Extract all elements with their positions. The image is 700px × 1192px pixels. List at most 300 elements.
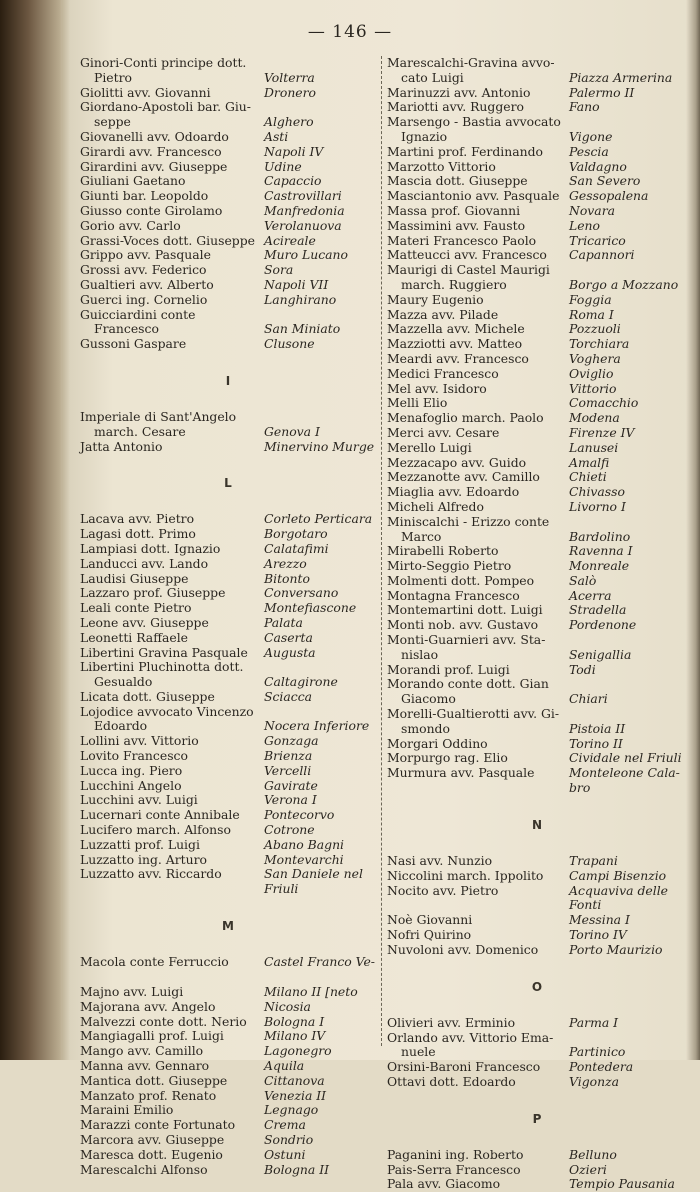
constituency: Vigone <box>569 128 613 144</box>
constituency: Sora <box>264 262 294 278</box>
deputy-entry <box>387 234 687 249</box>
deputy-name: Grassi-Voces dott. Giuseppe <box>80 232 255 248</box>
deputy-name: Licata dott. Giuseppe <box>80 688 215 704</box>
deputy-entry <box>387 470 687 485</box>
section-spacer <box>387 796 687 818</box>
constituency: Milano IV <box>264 1028 326 1044</box>
constituency: Vercelli <box>264 762 312 778</box>
deputy-entry <box>387 677 687 707</box>
constituency: Bitonto <box>264 570 310 586</box>
constituency: Chieti <box>569 469 607 485</box>
deputy-name: Grossi avv. Federico <box>80 262 207 278</box>
deputy-name: Orlando avv. Vittorio Ema- nuele <box>387 1029 554 1060</box>
deputy-entry <box>80 189 376 204</box>
deputy-entry <box>387 618 687 633</box>
deputy-entry <box>80 808 376 823</box>
constituency: Verona I <box>264 792 317 808</box>
deputy-name: Giolitti avv. Giovanni <box>80 84 211 100</box>
deputy-name: Malvezzi conte dott. Nerio <box>80 1013 247 1029</box>
constituency: Minervino Murge <box>264 438 375 454</box>
section-heading: M <box>222 919 234 934</box>
constituency: Pozzuoli <box>569 321 621 337</box>
deputy-entry <box>387 765 687 796</box>
deputy-entry <box>387 1075 687 1090</box>
constituency: Lanusei <box>569 439 619 455</box>
deputy-entry <box>80 160 376 175</box>
deputy-name: Mantica dott. Giuseppe <box>80 1072 228 1088</box>
deputy-entry <box>80 174 376 189</box>
deputy-name: Laudisi Giuseppe <box>80 570 189 586</box>
deputy-name: Mazziotti avv. Matteo <box>387 336 523 352</box>
constituency: Lagonegro <box>264 1043 332 1059</box>
deputy-entry <box>387 293 687 308</box>
constituency: Campi Bisenzio <box>569 867 667 883</box>
constituency: Trapani <box>569 853 618 869</box>
deputy-name: Gorio avv. Carlo <box>80 217 181 233</box>
deputy-entry <box>387 352 687 367</box>
deputy-entry <box>387 485 687 500</box>
deputy-entry <box>80 1029 376 1044</box>
deputy-entry <box>80 219 376 234</box>
deputy-name: Pais-Serra Francesco <box>387 1161 521 1177</box>
deputy-entry <box>387 943 687 958</box>
deputy-entry <box>387 869 687 884</box>
deputy-entry <box>387 382 687 397</box>
deputy-entry <box>80 1163 376 1178</box>
deputy-name: Montagna Francesco <box>387 587 520 603</box>
constituency: Borgotaro <box>264 526 328 542</box>
constituency: Chiari <box>569 691 608 707</box>
deputy-entry <box>387 337 687 352</box>
constituency: Salò <box>569 572 597 588</box>
deputy-name: Lojodice avvocato Vincenzo Edoardo <box>80 703 254 734</box>
constituency: Piazza Armerina <box>569 69 673 85</box>
deputy-name: Girardi avv. Francesco <box>80 143 222 159</box>
deputy-entry <box>387 441 687 456</box>
deputy-entry <box>80 853 376 868</box>
section-spacer <box>80 933 376 955</box>
section-heading: I <box>225 373 231 388</box>
deputy-entry <box>387 500 687 515</box>
deputy-name: Lucchini Angelo <box>80 777 182 793</box>
deputy-entry <box>80 130 376 145</box>
deputy-name: Majorana avv. Angelo <box>80 998 216 1014</box>
deputy-name: Nuvoloni avv. Domenico <box>387 942 539 958</box>
constituency: Roma I <box>569 306 614 322</box>
deputy-entry <box>80 512 376 527</box>
deputy-name: Libertini Gravina Pasquale <box>80 644 248 660</box>
deputy-name: Mango avv. Camillo <box>80 1043 204 1059</box>
deputy-name: Marazzi conte Fortunato <box>80 1117 236 1133</box>
deputy-name: Morelli-Gualtierotti avv. Gi- smondo <box>387 706 560 736</box>
constituency: Partinico <box>569 1044 626 1060</box>
deputy-entry <box>80 631 376 646</box>
constituency: Gessopalena <box>569 188 649 204</box>
deputy-name: Lagasi dott. Primo <box>80 526 196 542</box>
deputy-name: Mezzanotte avv. Camillo <box>387 469 540 485</box>
constituency: Venezia II <box>264 1087 327 1103</box>
deputy-entry <box>80 838 376 853</box>
constituency: Borgo a Mozzano <box>569 276 679 292</box>
deputy-name: Nocito avv. Pietro <box>387 882 499 898</box>
book-gutter-shadow <box>0 0 70 1060</box>
constituency: Calatafimi <box>264 540 329 556</box>
deputy-entry <box>80 410 376 440</box>
constituency: Palata <box>264 614 303 630</box>
constituency: Alghero <box>264 114 314 130</box>
deputy-name: Mirto-Seggio Pietro <box>387 558 512 574</box>
deputy-entry <box>387 589 687 604</box>
deputy-name: Giordano-Apostoli bar. Giu- seppe <box>80 99 251 130</box>
constituency: Volterra <box>264 69 315 85</box>
deputy-entry <box>80 601 376 616</box>
constituency: Genova I <box>264 423 320 439</box>
deputy-entry <box>387 456 687 471</box>
deputy-entry <box>387 544 687 559</box>
deputy-name: Gualtieri avv. Alberto <box>80 276 214 292</box>
deputy-name: Morandi prof. Luigi <box>387 661 510 677</box>
deputy-name: Leali conte Pietro <box>80 600 192 616</box>
deputy-entry <box>80 572 376 587</box>
deputy-entry <box>80 1118 376 1133</box>
constituency: Palermo II <box>569 84 635 100</box>
deputy-entry <box>387 367 687 382</box>
constituency: Comacchio <box>569 395 639 411</box>
deputy-entry <box>80 764 376 779</box>
deputy-name: Melli Elio <box>387 395 448 411</box>
deputy-entry <box>387 219 687 234</box>
deputy-name: Manna avv. Gennaro <box>80 1058 210 1074</box>
deputy-name: Materi Francesco Paolo <box>387 232 537 248</box>
deputy-entry <box>80 1074 376 1089</box>
deputy-entry <box>387 322 687 337</box>
constituency: Voghera <box>569 350 621 366</box>
deputy-name: Lucifero march. Alfonso <box>80 822 231 838</box>
constituency: Manfredonia <box>264 202 345 218</box>
deputy-name: Manzato prof. Renato <box>80 1087 217 1103</box>
deputy-entry <box>80 734 376 749</box>
deputy-name: Matteucci avv. Francesco <box>387 247 547 263</box>
deputy-name: Mascia dott. Giuseppe <box>387 173 528 189</box>
deputy-entry <box>80 779 376 794</box>
deputy-name: Molmenti dott. Pompeo <box>387 572 535 588</box>
deputy-name: Grippo avv. Pasquale <box>80 247 211 263</box>
deputy-name: Gussoni Gaspare <box>80 336 187 352</box>
constituency: Modena <box>569 410 620 426</box>
deputy-name: Ottavi dott. Edoardo <box>387 1074 516 1090</box>
deputy-name: Lucchini avv. Luigi <box>80 792 198 808</box>
deputy-entry <box>80 1103 376 1118</box>
constituency: Gonzaga <box>264 733 319 749</box>
constituency: Verolanuova <box>264 217 342 233</box>
deputy-entry <box>80 586 376 601</box>
deputy-entry <box>80 660 376 690</box>
deputy-entry <box>387 174 687 189</box>
deputy-entry <box>80 234 376 249</box>
deputy-name: Leone avv. Giuseppe <box>80 614 209 630</box>
deputy-name: Olivieri avv. Erminio <box>387 1014 516 1030</box>
deputy-entry <box>387 751 687 766</box>
deputy-entry <box>80 278 376 293</box>
constituency: Livorno I <box>569 498 626 514</box>
deputy-entry <box>387 56 687 86</box>
constituency: Porto Maurizio <box>569 942 663 958</box>
constituency: San Daniele nel Friuli <box>264 866 363 897</box>
constituency: Milano II [neto <box>264 984 358 1000</box>
deputy-name: Menafoglio march. Paolo <box>387 410 544 426</box>
constituency: Castrovillari <box>264 188 342 204</box>
deputy-entry <box>387 160 687 175</box>
constituency: Clusone <box>264 336 315 352</box>
deputy-name: Libertini Pluchinotta dott. Gesualdo <box>80 659 244 690</box>
constituency: Sondrio <box>264 1132 314 1148</box>
constituency: Brienza <box>264 748 313 764</box>
deputy-entry <box>387 86 687 101</box>
deputy-entry <box>387 1060 687 1075</box>
section-spacer <box>80 388 376 410</box>
deputy-entry <box>80 86 376 101</box>
constituency: Bardolino <box>569 528 631 544</box>
deputy-entry <box>387 204 687 219</box>
deputy-name: Miaglia avv. Edoardo <box>387 484 520 500</box>
constituency: Caltagirone <box>264 674 338 690</box>
section-heading: N <box>531 818 543 833</box>
deputy-name: Majno avv. Luigi <box>80 984 184 1000</box>
deputy-name: Marescalchi-Gravina avvo- cato Luigi <box>387 55 555 85</box>
constituency: Torino IV <box>569 927 627 943</box>
deputy-name: Lollini avv. Vittorio <box>80 733 199 749</box>
constituency: Tempio Pausania <box>569 1176 675 1192</box>
deputy-name: Mariotti avv. Ruggero <box>387 99 524 115</box>
deputy-entry <box>387 308 687 323</box>
deputy-name: Marsengo - Bastia avvocato Ignazio <box>387 114 561 144</box>
constituency: Firenze IV <box>569 424 635 440</box>
deputy-name: Noè Giovanni <box>387 912 473 928</box>
deputy-entry <box>80 1015 376 1030</box>
deputy-entry <box>387 737 687 752</box>
deputy-name: Morando conte dott. Gian Giacomo <box>387 676 549 707</box>
deputy-entry <box>80 56 376 86</box>
section-spacer <box>80 454 376 476</box>
deputy-name: Macola conte Ferruccio <box>80 954 229 970</box>
deputy-name: Mazzella avv. Michele <box>387 321 525 337</box>
constituency: Legnago <box>264 1102 319 1118</box>
constituency: Vigonza <box>569 1074 619 1090</box>
constituency: Stradella <box>569 602 627 618</box>
deputy-entry <box>387 1016 687 1031</box>
deputy-name: Landucci avv. Lando <box>80 555 209 571</box>
deputy-name: Leonetti Raffaele <box>80 629 189 645</box>
deputy-entry <box>80 1133 376 1148</box>
deputy-entry <box>80 1059 376 1074</box>
constituency: Asti <box>264 128 289 144</box>
deputy-name: Massa prof. Giovanni <box>387 202 521 218</box>
deputy-name: Jatta Antonio <box>80 438 163 454</box>
deputy-entry <box>387 1177 687 1192</box>
deputy-entry <box>387 854 687 869</box>
constituency: Aquila <box>264 1058 305 1074</box>
left-column <box>80 56 376 1177</box>
deputy-entry <box>80 263 376 278</box>
deputy-name: Monti nob. avv. Gustavo <box>387 617 539 633</box>
deputy-entry <box>387 707 687 737</box>
constituency: Ravenna I <box>569 543 633 559</box>
constituency: Montefiascone <box>264 600 357 616</box>
constituency: Capaccio <box>264 173 322 189</box>
deputy-entry <box>387 426 687 441</box>
deputy-entry <box>387 115 687 145</box>
deputy-entry <box>80 100 376 130</box>
deputy-name: Guerci ing. Cornelio <box>80 291 208 307</box>
deputy-name: Nasi avv. Nunzio <box>387 853 493 869</box>
deputy-entry <box>80 955 376 970</box>
constituency: Novara <box>569 202 615 218</box>
deputy-entry <box>80 542 376 557</box>
constituency: Acireale <box>264 232 316 248</box>
constituency: Pontedera <box>569 1059 634 1075</box>
deputy-name: Micheli Alfredo <box>387 498 484 514</box>
deputy-name: Meardi avv. Francesco <box>387 350 529 366</box>
deputy-name: Murmura avv. Pasquale <box>387 765 535 781</box>
deputy-entry <box>387 189 687 204</box>
deputy-name: Medici Francesco <box>387 365 499 381</box>
deputy-name: Giovanelli avv. Odoardo <box>80 128 229 144</box>
deputy-name: Marinuzzi avv. Antonio <box>387 84 531 100</box>
constituency: Crema <box>264 1117 306 1133</box>
deputy-name: Niccolini march. Ippolito <box>387 867 544 883</box>
constituency: Cittanova <box>264 1072 325 1088</box>
deputy-name: Giunti bar. Leopoldo <box>80 188 209 204</box>
constituency: Oviglio <box>569 365 614 381</box>
section-heading: P <box>532 1111 542 1126</box>
deputy-entry <box>80 337 376 352</box>
constituency: Tricarico <box>569 232 626 248</box>
deputy-name: Girardini avv. Giuseppe <box>80 158 228 174</box>
section-spacer <box>80 897 376 919</box>
constituency: Foggia <box>569 291 612 307</box>
deputy-entry <box>80 823 376 838</box>
deputy-name: Paganini ing. Roberto <box>387 1146 524 1162</box>
constituency: Leno <box>569 217 601 233</box>
deputy-name: Luzzatti prof. Luigi <box>80 836 200 852</box>
constituency: Ostuni <box>264 1146 306 1162</box>
constituency: Parma I <box>569 1014 619 1030</box>
deputy-name: Mel avv. Isidoro <box>387 380 487 396</box>
section-spacer <box>80 352 376 374</box>
deputy-name: Lampiasi dott. Ignazio <box>80 540 221 556</box>
deputy-name: Merello Luigi <box>387 439 472 455</box>
deputy-entry <box>387 663 687 678</box>
deputy-name: Lucca ing. Piero <box>80 762 183 778</box>
deputy-name: Morpurgo rag. Elio <box>387 750 508 766</box>
deputy-entry <box>387 603 687 618</box>
deputy-name: Ginori-Conti principe dott. Pietro <box>80 55 247 85</box>
constituency: Napoli IV <box>264 143 324 159</box>
deputy-entry <box>387 1031 687 1061</box>
constituency: Conversano <box>264 585 339 601</box>
section-spacer <box>387 832 687 854</box>
entry-spacer <box>80 970 376 985</box>
deputy-entry <box>80 749 376 764</box>
section-spacer <box>387 1126 687 1148</box>
deputy-name: Lovito Francesco <box>80 748 188 764</box>
constituency: Pordenone <box>569 617 637 633</box>
deputy-name: Marzotto Vittorio <box>387 158 496 174</box>
constituency: Fano <box>569 99 600 115</box>
constituency: Cotrone <box>264 822 315 838</box>
page-number: — 146 — <box>307 22 393 42</box>
deputy-name: Giuliani Gaetano <box>80 173 186 189</box>
deputy-entry <box>387 913 687 928</box>
deputy-entry <box>387 248 687 263</box>
constituency: Napoli VII <box>264 276 329 292</box>
section-spacer <box>387 958 687 980</box>
constituency: Acerra <box>569 587 612 603</box>
right-column <box>387 56 687 1192</box>
constituency: Chivasso <box>569 484 625 500</box>
deputy-name: Maresca dott. Eugenio <box>80 1146 223 1162</box>
deputy-name: Masciantonio avv. Pasquale <box>387 188 560 204</box>
deputy-name: Lacava avv. Pietro <box>80 511 195 527</box>
deputy-name: Luzzatto ing. Arturo <box>80 851 207 867</box>
constituency: Abano Bagni <box>264 836 345 852</box>
deputy-name: Mezzacapo avv. Guido <box>387 454 527 470</box>
deputy-entry <box>387 1148 687 1163</box>
constituency: Senigallia <box>569 646 632 662</box>
deputy-entry <box>80 646 376 661</box>
deputy-entry <box>387 100 687 115</box>
deputy-name: Mirabelli Roberto <box>387 543 499 559</box>
deputy-name: Morgari Oddino <box>387 735 488 751</box>
deputy-entry <box>80 793 376 808</box>
deputy-name: Miniscalchi - Erizzo conte Marco <box>387 513 550 544</box>
constituency: Vittorio <box>569 380 617 396</box>
deputy-entry <box>80 1148 376 1163</box>
constituency: Augusta <box>264 644 316 660</box>
deputy-name: Giusso conte Girolamo <box>80 202 223 218</box>
section-spacer <box>80 490 376 512</box>
constituency: Corleto Perticara <box>264 511 373 527</box>
constituency: Monteleone Cala- bro <box>569 765 680 796</box>
deputy-name: Maurigi di Castel Maurigi march. Ruggiero <box>387 262 550 292</box>
deputy-entry <box>80 616 376 631</box>
deputy-entry <box>80 527 376 542</box>
deputy-entry <box>387 928 687 943</box>
constituency: Sciacca <box>264 688 313 704</box>
constituency: Pistoia II <box>569 720 626 736</box>
constituency: Capannori <box>569 247 635 263</box>
deputy-name: Montemartini dott. Luigi <box>387 602 543 618</box>
section-heading: O <box>531 979 543 994</box>
deputy-entry <box>80 1000 376 1015</box>
constituency: Nocera Inferiore <box>264 718 370 734</box>
constituency: Pontecorvo <box>264 807 335 823</box>
constituency: Castel Franco Ve- <box>264 954 375 970</box>
constituency: Montevarchi <box>264 851 344 867</box>
deputy-entry <box>80 440 376 455</box>
deputy-name: Mazza avv. Pilade <box>387 306 499 322</box>
constituency: Cividale nel Friuli <box>569 750 682 766</box>
deputy-name: Guicciardini conte Francesco <box>80 306 196 337</box>
deputy-entry <box>387 882 687 913</box>
constituency: Messina I <box>569 912 630 928</box>
constituency: Bologna I <box>264 1013 325 1029</box>
deputy-name: Marescalchi Alfonso <box>80 1161 208 1177</box>
deputy-name: Pala avv. Giacomo <box>387 1176 501 1192</box>
column-divider <box>381 56 383 1046</box>
deputy-entry <box>387 1163 687 1178</box>
deputy-name: Martini prof. Ferdinando <box>387 143 543 159</box>
